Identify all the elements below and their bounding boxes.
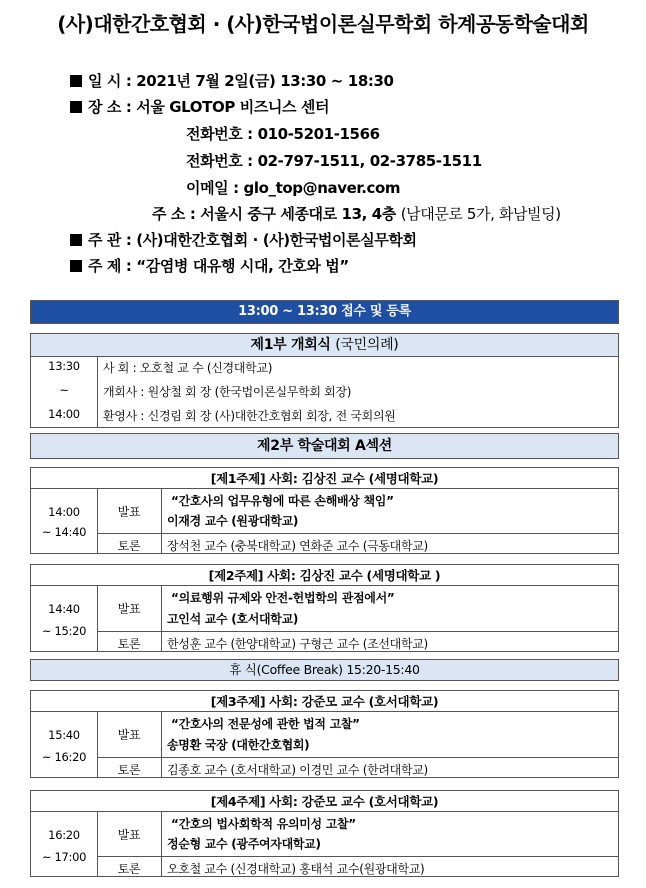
part1-table xyxy=(30,356,619,428)
email-label: 이메일 : xyxy=(186,179,239,197)
bullet-square-icon xyxy=(70,75,82,87)
bullet-square-icon xyxy=(70,101,82,113)
present-label: 발표 xyxy=(117,602,141,616)
topic-header: [제2주제] 사회: 김상진 교수 (세명대학교 ) xyxy=(30,564,619,586)
topic-table xyxy=(30,811,619,877)
theme-value: “감염병 대유행 시대, 간호와 법” xyxy=(136,257,349,275)
discussants: 한성훈 교수 (한양대학교) 구형근 교수 (조선대학교) xyxy=(167,637,428,651)
topic-table xyxy=(30,585,619,652)
part1-title: 제1부 개회식 xyxy=(250,337,331,353)
theme-label: 주 제 : xyxy=(88,257,132,275)
part1-header xyxy=(30,333,619,357)
discuss-label: 토론 xyxy=(117,539,141,553)
topic-header: [제4주제] 사회: 강준모 교수 (호서대학교) xyxy=(30,790,619,812)
page-title: (사)대한간호협회 · (사)한국법이론실무학회 하계공동학술대회 xyxy=(57,12,589,36)
address-line xyxy=(152,203,561,224)
phone1-value: 010-5201-1566 xyxy=(257,125,380,143)
topic-time-end: ~ 16:20 xyxy=(41,750,87,764)
presenter: 고인석 교수 (호서대학교) xyxy=(167,612,299,626)
topic-time-end: ~ 17:00 xyxy=(41,850,87,864)
discussants: 김종호 교수 (호서대학교) 이경민 교수 (한려대학교) xyxy=(167,763,428,777)
host-label: 주 관 : xyxy=(88,231,132,249)
present-title: “간호사의 업무유형에 따른 손해배상 책임” xyxy=(171,494,394,508)
address-paren: (남대문로 5가, 화남빌딩) xyxy=(400,205,561,223)
discussants: 장석천 교수 (충북대학교) 연화준 교수 (극동대학교) xyxy=(167,539,428,553)
address-value: 서울시 중구 세종대로 13, 4층 xyxy=(200,205,396,223)
topic-table xyxy=(30,488,619,554)
host-line xyxy=(70,229,417,250)
email-value: glo_top@naver.com xyxy=(243,179,401,197)
host-value: (사)대한간호협회 · (사)한국법이론실무학회 xyxy=(136,231,417,249)
discuss-label: 토론 xyxy=(117,637,141,651)
part1-time-tilde: ~ xyxy=(59,383,69,397)
place-line xyxy=(70,96,329,117)
phone2-line xyxy=(186,150,482,171)
place-label: 장 소 : xyxy=(88,98,132,116)
topic-time-end: ~ 14:40 xyxy=(41,525,87,539)
present-title: “의료행위 규제와 안전-헌법학의 관점에서” xyxy=(171,591,395,605)
part1-time-end: 14:00 xyxy=(48,407,80,421)
present-title: “간호의 법사회학적 유의미성 고찰” xyxy=(171,817,356,831)
place-value: 서울 GLOTOP 비즈니스 센터 xyxy=(136,98,330,116)
phone1-label: 전화번호 : xyxy=(186,125,253,143)
theme-line xyxy=(70,255,349,276)
topic-time: 15:40 xyxy=(48,728,80,742)
topic-time: 14:00 xyxy=(48,505,80,519)
part1-note: (국민의례) xyxy=(335,337,399,353)
topic-time: 16:20 xyxy=(48,828,80,842)
part1-time-start: 13:30 xyxy=(48,359,80,373)
phone2-value: 02-797-1511, 02-3785-1511 xyxy=(257,152,482,170)
coffee-break-bar: 휴 식(Coffee Break) 15:20-15:40 xyxy=(30,659,619,681)
presenter: 송명환 국장 (대한간호협회) xyxy=(167,738,310,752)
bullet-square-icon xyxy=(70,234,82,246)
address-label: 주 소 : xyxy=(152,205,196,223)
part1-row: 사 회 : 오호철 교 수 (신경대학교) xyxy=(103,361,273,375)
topic-table xyxy=(30,711,619,778)
present-title: “간호사의 전문성에 관한 법적 고찰” xyxy=(171,717,360,731)
present-label: 발표 xyxy=(117,505,141,519)
registration-bar: 13:00 ~ 13:30 접수 및 등록 xyxy=(30,300,619,324)
topic-time: 14:40 xyxy=(48,602,80,616)
presenter: 정순형 교수 (광주여자대학교) xyxy=(167,837,321,851)
phone1-line xyxy=(186,123,380,144)
present-label: 발표 xyxy=(117,728,141,742)
topic-header: [제1주제] 사회: 김상진 교수 (세명대학교) xyxy=(30,467,619,489)
phone2-label: 전화번호 : xyxy=(186,152,253,170)
date-line xyxy=(70,70,394,91)
topic-time-end: ~ 15:20 xyxy=(41,624,87,638)
discussants: 오호철 교수 (신경대학교) 홍태석 교수(원광대학교) xyxy=(167,862,425,876)
present-label: 발표 xyxy=(117,828,141,842)
topic-header: [제3주제] 사회: 강준모 교수 (호서대학교) xyxy=(30,690,619,712)
email-line xyxy=(186,177,400,198)
part2-header: 제2부 학술대회 A섹션 xyxy=(30,433,619,459)
presenter: 이재경 교수 (원광대학교) xyxy=(167,514,299,528)
part1-row: 환영사 : 신경림 회 장 (사)대한간호협회 회장, 전 국회의원 xyxy=(103,409,396,423)
bullet-square-icon xyxy=(70,260,82,272)
date-label: 일 시 : xyxy=(88,72,132,90)
date-value: 2021년 7월 2일(금) 13:30 ~ 18:30 xyxy=(136,72,394,90)
part1-row: 개회사 : 원상철 회 장 (한국법이론실무학회 회장) xyxy=(103,385,352,399)
discuss-label: 토론 xyxy=(117,862,141,876)
discuss-label: 토론 xyxy=(117,763,141,777)
